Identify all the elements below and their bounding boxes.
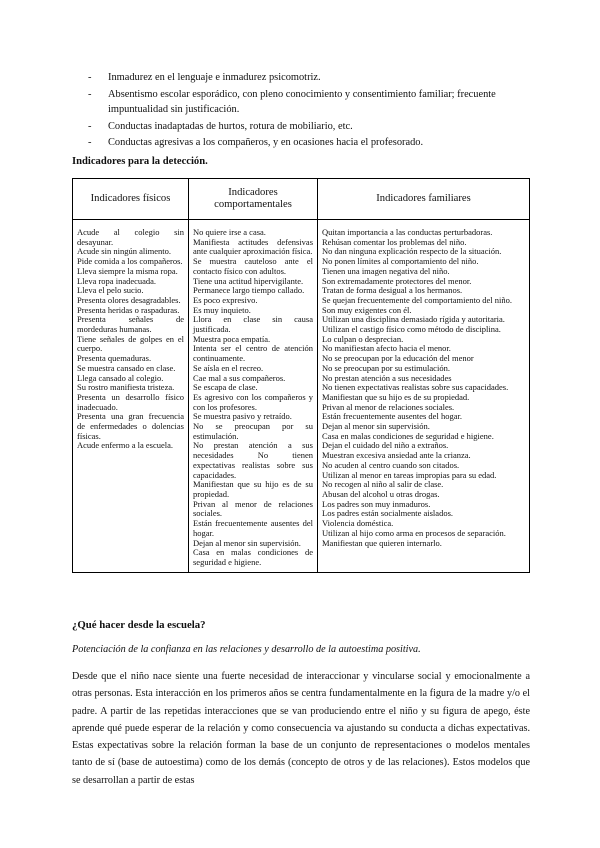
list-item: Cae mal a sus compañeros. xyxy=(193,372,286,383)
header-fisicos: Indicadores físicos xyxy=(73,179,189,220)
bullet-item: - Inmadurez en el lenguaje e inmadurez psicomotriz. xyxy=(88,70,518,86)
list-item: Casa en malas condiciones de seguridad e higiene. xyxy=(193,547,313,567)
list-item: Privan al menor de relaciones sociales. xyxy=(193,498,313,519)
dash-bullet-icon: - xyxy=(88,72,92,83)
list-item: Son muy exigentes con él. xyxy=(322,304,412,315)
list-item: No recogen al niño al salir de clase. xyxy=(322,479,444,490)
list-item: No se preocupan por su estimulación. xyxy=(193,421,313,441)
list-item: No manifiestan afecto hacia el menor. xyxy=(322,343,451,354)
list-item: No tienen expectativas realistas sobre sus capacidades. xyxy=(322,382,509,393)
list-item: Los padres son muy inmaduros. xyxy=(322,498,431,509)
bullet-item: - Conductas agresivas a los compañeros, y en ocasiones hacia el profesorado. xyxy=(88,135,518,151)
list-item: No acuden al centro cuando son citados. xyxy=(322,459,460,470)
list-item: Abusan del alcohol u otras drogas. xyxy=(322,488,440,499)
body-paragraph: Desde que el niño nace siente una fuerte necesidad de interaccionar y vincularse social y emocionalmente a otras personas. Esta interacción en los primeros años se centra fundamentalmente en la figura de la madre y/o el padre. A partir de las repetidas interacciones que se van produciendo entre el niño y su figura de apego, éste aprende qué puede esperar de la relación y como consecuencia va ajustando su conducta a dichas expectativas. Estas expectativas sobre la relación forman la base de un conjunto de representaciones o modelos mentales tanto de sí (base de autoestima) como de los demás (concepto de otros y de las relaciones). Estos modelos que se desarrollan a partir de estas xyxy=(72,671,530,786)
list-item: Presenta quemaduras. xyxy=(77,353,152,364)
list-item: Los padres están socialmente aislados. xyxy=(322,508,454,519)
list-item: No dan ninguna explicación respecto de la situación. xyxy=(322,246,502,257)
list-item: Se muestra pasivo y retraído. xyxy=(193,411,292,422)
cell-comportamentales xyxy=(189,220,318,573)
list-item: Lo culpan o desprecian. xyxy=(322,333,404,344)
detection-heading: Indicadores para la detección. xyxy=(72,156,208,167)
list-item: Es agresivo con los compañeros y con los profesores. xyxy=(193,391,313,412)
list-item: Dejan al menor sin supervisión. xyxy=(322,421,430,432)
list-item: Se escapa de clase. xyxy=(193,382,258,393)
list-item: Llega cansado al colegio. xyxy=(77,372,164,383)
header-familiares: Indicadores familiares xyxy=(318,179,530,220)
list-item: Es muy inquieto. xyxy=(193,304,251,315)
list-item: Llora en clase sin causa justificada. xyxy=(193,314,313,335)
bullet-item: - Conductas inadaptadas de hurtos, rotura de mobiliario, etc. xyxy=(88,119,518,135)
list-item: Presenta señales de mordeduras humanas. xyxy=(77,314,184,335)
list-item: Rehúsan comentar los problemas del niño. xyxy=(322,236,467,247)
indicators-table xyxy=(72,178,530,573)
list-item: Se muestra cauteloso ante el contacto físico con adultos. xyxy=(193,256,313,276)
list-item: No prestan atención a sus necesidades xyxy=(322,372,452,383)
list-item: No se preocupan por la educación del menor xyxy=(322,353,474,364)
list-item: Acude al colegio sin desayunar. xyxy=(77,227,184,247)
table-row xyxy=(73,220,530,573)
list-item: Su rostro manifiesta tristeza. xyxy=(77,382,175,393)
list-item: Manifiesta actitudes defensivas ante cualquier aproximación física. xyxy=(193,236,313,257)
header-comportamentales: Indicadores comportamentales xyxy=(189,179,318,220)
list-item: Pide comida a los compañeros. xyxy=(77,256,183,267)
list-item: Están frecuentemente ausentes del hogar. xyxy=(193,518,313,538)
list-item: Utilizan al menor en tareas impropias para su edad. xyxy=(322,469,497,480)
list-item: Tienen una imagen negativa del niño. xyxy=(322,265,450,276)
italic-subheading: Potenciación de la confianza en las relaciones y desarrollo de la autoestima positiva. xyxy=(72,644,421,655)
list-item: Violencia doméstica. xyxy=(322,518,394,529)
list-item: Es poco expresivo. xyxy=(193,294,258,305)
list-item: Intenta ser el centro de atención continuamente. xyxy=(193,343,313,364)
list-item: Presenta heridas o raspaduras. xyxy=(77,304,180,315)
bullet-list xyxy=(88,70,518,152)
list-familiares xyxy=(322,228,525,548)
dash-bullet-icon: - xyxy=(88,137,92,148)
list-item: No ponen límites al comportamiento del niño. xyxy=(322,256,479,267)
list-item: Casa en malas condiciones de seguridad e higiene. xyxy=(322,430,494,441)
list-item: Lleva siempre la misma ropa. xyxy=(77,265,178,276)
what-to-do-heading: ¿Qué hacer desde la escuela? xyxy=(72,619,206,631)
list-item: Manifiestan que quieren internarlo. xyxy=(322,537,442,548)
list-fisicos xyxy=(77,228,184,451)
list-item: Tiene señales de golpes en el cuerpo. xyxy=(77,333,184,354)
list-item: Acude enfermo a la escuela. xyxy=(77,440,174,451)
list-item: Quitan importancia a las conductas perturbadoras. xyxy=(322,227,493,237)
list-item: Se muestra cansado en clase. xyxy=(77,362,176,373)
list-item: Acude sin ningún alimento. xyxy=(77,246,171,257)
list-item: Manifiestan que su hijo es de su propiedad. xyxy=(322,391,470,402)
list-item: Utilizan al hijo como arma en procesos de separación. xyxy=(322,527,506,538)
list-item: Son extremadamente protectores del menor. xyxy=(322,275,472,286)
list-item: Presenta olores desagradables. xyxy=(77,294,181,305)
list-item: Muestran excesiva ansiedad ante la crianza. xyxy=(322,450,471,461)
list-item: No se preocupan por su estimulación. xyxy=(322,362,450,373)
list-item: Están frecuentemente ausentes del hogar. xyxy=(322,411,462,422)
list-item: Tratan de forma desigual a los hermanos. xyxy=(322,285,463,296)
list-item: No prestan atención a sus necesidades No tienen expectativas realistas sobre sus capacidades. xyxy=(193,440,313,480)
list-item: Se aísla en el recreo. xyxy=(193,362,264,373)
list-item: Privan al menor de relaciones sociales. xyxy=(322,401,455,412)
table-header-row xyxy=(73,179,530,220)
cell-familiares xyxy=(318,220,530,573)
dash-bullet-icon: - xyxy=(88,120,92,132)
list-item: Tiene una actitud hipervigilante. xyxy=(193,275,304,286)
list-item: Presenta una gran frecuencia de enfermedades o dolencias físicas. xyxy=(77,411,184,441)
list-item: Lleva el pelo sucio. xyxy=(77,285,144,296)
cell-fisicos xyxy=(73,220,189,573)
list-item: Utilizan una disciplina demasiado rígida y autoritaria. xyxy=(322,314,505,325)
dash-bullet-icon: - xyxy=(88,88,92,100)
bullet-item: - Absentismo escolar esporádico, con pleno conocimiento y consentimiento familiar; frecuente impuntualidad sin justificación. xyxy=(88,88,496,115)
list-item: Dejan al menor sin supervisión. xyxy=(193,537,301,548)
list-item: Lleva ropa inadecuada. xyxy=(77,275,157,286)
list-item: No quiere irse a casa. xyxy=(193,227,266,237)
list-item: Manifiestan que su hijo es de su propiedad. xyxy=(193,479,313,499)
list-comportamentales xyxy=(193,228,313,568)
list-item: Muestra poca empatía. xyxy=(193,333,271,344)
list-item: Utilizan el castigo físico como método de disciplina. xyxy=(322,324,501,335)
list-item: Permanece largo tiempo callado. xyxy=(193,285,305,296)
list-item: Presenta un desarrollo físico inadecuado. xyxy=(77,391,184,412)
list-item: Dejan el cuidado del niño a extraños. xyxy=(322,440,449,451)
list-item: Se quejan frecuentemente del comportamiento del niño. xyxy=(322,294,513,305)
